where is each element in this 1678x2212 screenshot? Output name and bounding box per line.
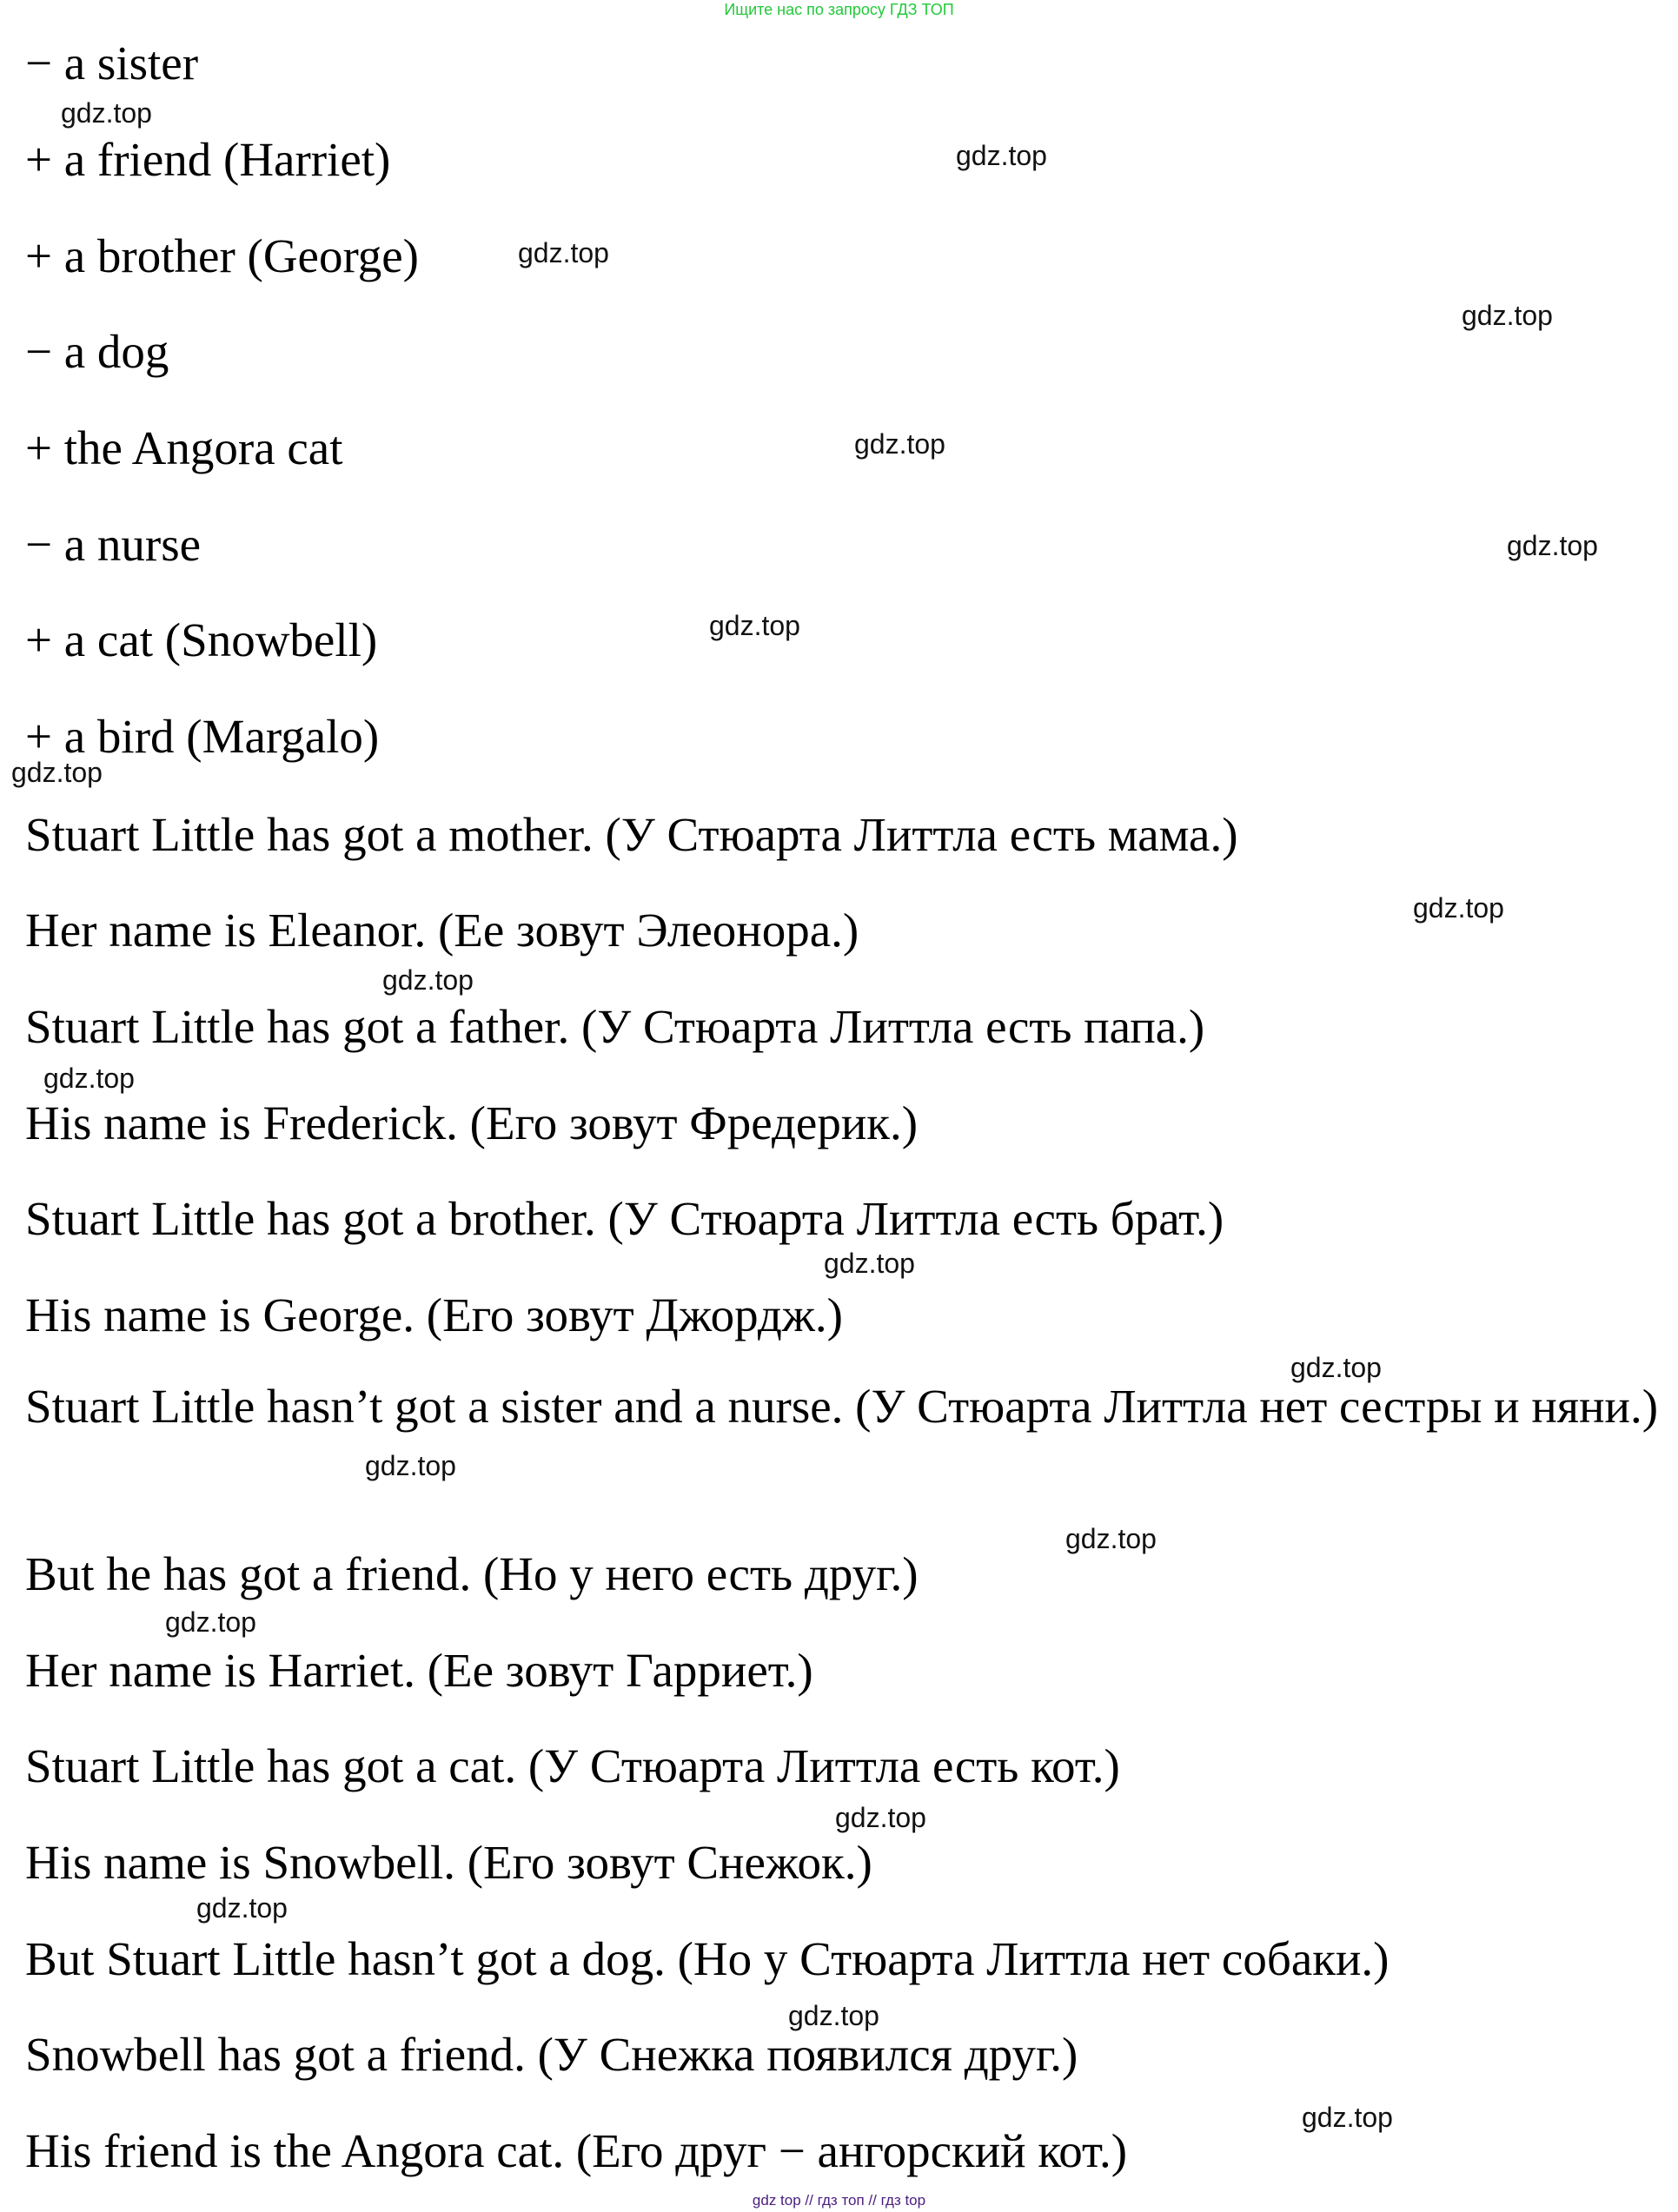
watermark-text: gdz.top bbox=[196, 1892, 288, 1924]
footer-watermark: gdz top // гдз топ // гдз top bbox=[752, 2192, 926, 2209]
watermark-text: gdz.top bbox=[1290, 1352, 1382, 1383]
top-banner: Ищите нас по запросу ГДЗ ТОП bbox=[724, 1, 954, 18]
list-item: + a brother (George) bbox=[25, 229, 419, 282]
sentence: Stuart Little has got a cat. (У Стюарта Литтла есть кот.) bbox=[25, 1739, 1120, 1792]
sentence: Snowbell has got a friend. (У Снежка появился друг.) bbox=[25, 2028, 1078, 2081]
sentence: But Stuart Little hasn’t got a dog. (Но у Стюарта Литтла нет собаки.) bbox=[25, 1932, 1389, 1985]
list-item: − a dog bbox=[25, 325, 169, 378]
watermark-text: gdz.top bbox=[956, 140, 1047, 171]
sentence: Stuart Little has got a brother. (У Стюарта Литтла есть брат.) bbox=[25, 1192, 1224, 1245]
watermark-text: gdz.top bbox=[1462, 300, 1553, 331]
list-item: + the Angora cat bbox=[25, 421, 343, 474]
sentence: Her name is Harriet. (Ее зовут Гарриет.) bbox=[25, 1644, 813, 1697]
watermark-text: gdz.top bbox=[854, 428, 945, 460]
watermark-text: gdz.top bbox=[1413, 892, 1504, 924]
sentence: Stuart Little has got a father. (У Стюарта Литтла есть папа.) bbox=[25, 1000, 1205, 1053]
watermark-text: gdz.top bbox=[518, 237, 609, 268]
list-item: + a cat (Snowbell) bbox=[25, 613, 378, 666]
watermark-text: gdz.top bbox=[709, 610, 800, 641]
watermark-text: gdz.top bbox=[835, 1802, 926, 1833]
watermark-text: gdz.top bbox=[165, 1606, 256, 1638]
sentence: His name is Snowbell. (Его зовут Снежок.) bbox=[25, 1836, 872, 1889]
watermark-text: gdz.top bbox=[1507, 530, 1598, 561]
list-item: + a bird (Margalo) bbox=[25, 710, 380, 763]
watermark-text: gdz.top bbox=[43, 1063, 135, 1094]
watermark-text: gdz.top bbox=[11, 757, 103, 788]
list-item: − a nurse bbox=[25, 518, 202, 571]
watermark-text: gdz.top bbox=[788, 2000, 879, 2031]
watermark-text: gdz.top bbox=[61, 97, 152, 129]
sentence: His name is George. (Его зовут Джордж.) bbox=[25, 1288, 843, 1341]
watermark-text: gdz.top bbox=[1302, 2102, 1393, 2133]
watermark-text: gdz.top bbox=[365, 1450, 456, 1481]
sentence: Stuart Little has got a mother. (У Стюарта Литтла есть мама.) bbox=[25, 808, 1238, 861]
sentence: Stuart Little hasn’t got a sister and a nurse. (У Стюарта Литтла нет сестры и няни.) bbox=[25, 1380, 1659, 1433]
sentence: But he has got a friend. (Но у него есть друг.) bbox=[25, 1547, 919, 1600]
sentence: His friend is the Angora cat. (Его друг − ангорский кот.) bbox=[25, 2124, 1128, 2177]
watermark-text: gdz.top bbox=[382, 964, 474, 996]
watermark-text: gdz.top bbox=[824, 1248, 915, 1279]
list-item: + a friend (Harriet) bbox=[25, 133, 391, 186]
watermark-text: gdz.top bbox=[1065, 1523, 1157, 1554]
sentence: His name is Frederick. (Его зовут Фредерик.) bbox=[25, 1096, 919, 1149]
list-item: − a sister bbox=[25, 36, 199, 89]
sentence: Her name is Eleanor. (Ее зовут Элеонора.) bbox=[25, 904, 859, 957]
